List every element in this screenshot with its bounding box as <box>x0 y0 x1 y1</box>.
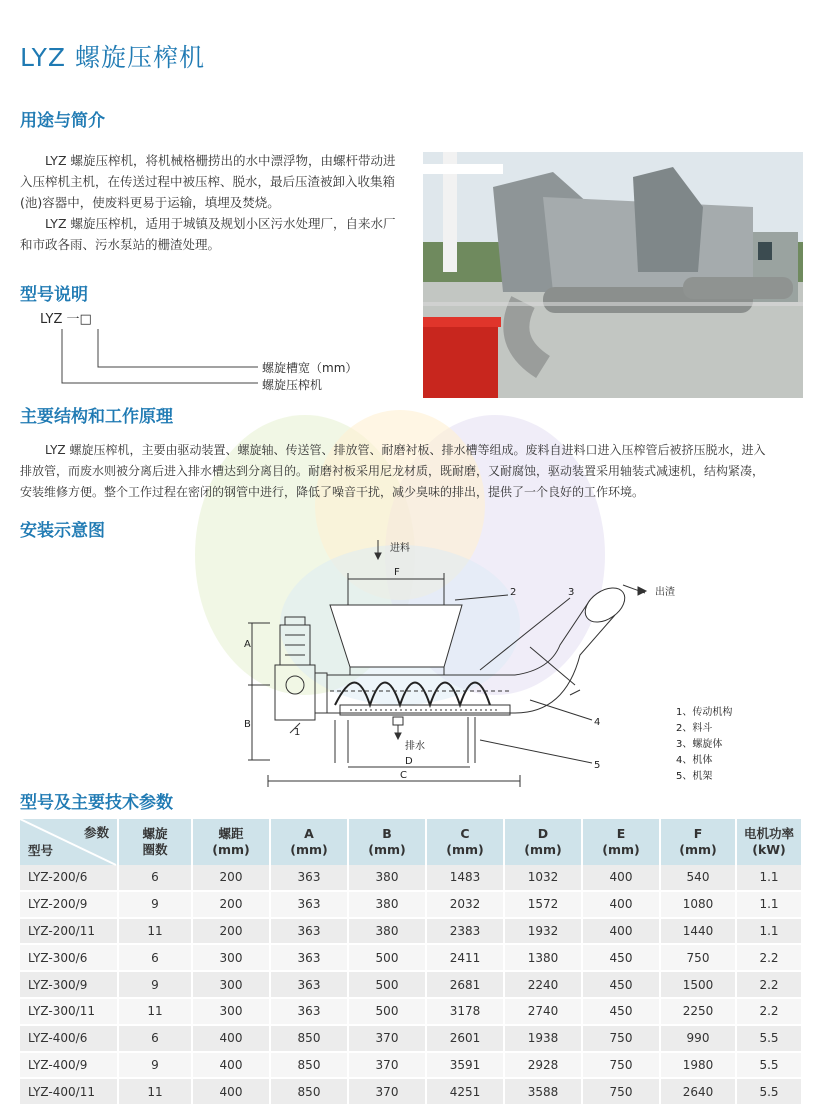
table-cell: 400 <box>192 1078 270 1105</box>
column-header: 螺距 (mm) <box>192 819 270 865</box>
table-corner-header <box>20 819 118 865</box>
table-cell: 11 <box>118 1078 192 1105</box>
label-dim-b: B <box>244 719 251 730</box>
table-row <box>20 944 802 971</box>
table-cell: 1932 <box>504 918 582 945</box>
table-cell: 1.1 <box>736 865 802 891</box>
table-cell: 200 <box>192 865 270 891</box>
legend-item: 2、料斗 <box>676 723 713 734</box>
label-dim-a: A <box>244 639 251 650</box>
table-cell: 750 <box>660 944 736 971</box>
legend-item: 1、传动机构 <box>676 707 733 718</box>
intro-line: (池)容器中，使废料更易于运输，填埋及焚烧。 <box>20 195 280 210</box>
intro-line: LYZ 螺旋压榨机，适用于城镇及规划小区污水处理厂，自来水厂 <box>45 216 396 231</box>
table-cell: 5.5 <box>736 1078 802 1105</box>
legend-item: 4、机体 <box>676 755 713 766</box>
table-row <box>20 998 802 1025</box>
table-cell: 370 <box>348 1025 426 1052</box>
table-cell: 2411 <box>426 944 504 971</box>
table-cell: 2383 <box>426 918 504 945</box>
table-cell: 400 <box>192 1025 270 1052</box>
model-code: LYZ 一□ <box>40 312 92 327</box>
model-cell: LYZ-400/11 <box>20 1078 118 1105</box>
column-header: E (mm) <box>582 819 660 865</box>
column-header: F (mm) <box>660 819 736 865</box>
table-cell: 1.1 <box>736 891 802 918</box>
table-cell: 750 <box>582 1025 660 1052</box>
table-cell: 2601 <box>426 1025 504 1052</box>
label-dim-c: C <box>400 770 407 781</box>
table-cell: 500 <box>348 971 426 998</box>
table-cell: 2.2 <box>736 998 802 1025</box>
model-cell: LYZ-400/6 <box>20 1025 118 1052</box>
table-cell: 1483 <box>426 865 504 891</box>
table-row <box>20 865 802 891</box>
table-cell: 370 <box>348 1078 426 1105</box>
structure-text <box>20 440 810 503</box>
table-cell: 400 <box>582 865 660 891</box>
intro-line: 和市政各雨、污水泵站的栅渣处理。 <box>20 237 221 252</box>
table-cell: 2240 <box>504 971 582 998</box>
table-cell: 990 <box>660 1025 736 1052</box>
table-cell: 750 <box>582 1052 660 1079</box>
table-cell: 2640 <box>660 1078 736 1105</box>
label-drain: 排水 <box>405 741 425 752</box>
table-cell: 2032 <box>426 891 504 918</box>
structure-line: 排放管，而废水则被分离后进入排水槽达到分离目的。耐磨衬板采用尼龙材质，既耐磨，又耐腐蚀，驱动装置采用轴装式减速机，结构紧凑， <box>20 464 765 478</box>
table-cell: 540 <box>660 865 736 891</box>
table-cell: 200 <box>192 891 270 918</box>
table-cell: 450 <box>582 971 660 998</box>
table-cell: 4251 <box>426 1078 504 1105</box>
label-feed: 进料 <box>390 543 410 554</box>
table-cell: 1380 <box>504 944 582 971</box>
table-cell: 500 <box>348 944 426 971</box>
diagram-legend <box>676 705 732 785</box>
table-cell: 400 <box>582 918 660 945</box>
table-cell: 6 <box>118 865 192 891</box>
table-cell: 3178 <box>426 998 504 1025</box>
table-cell: 370 <box>348 1052 426 1079</box>
table-cell: 2.2 <box>736 944 802 971</box>
table-cell: 2681 <box>426 971 504 998</box>
table-cell: 850 <box>270 1052 348 1079</box>
section-title-intro: 用途与简介 <box>20 111 105 131</box>
model-cell: LYZ-300/11 <box>20 998 118 1025</box>
table-cell: 1572 <box>504 891 582 918</box>
table-cell: 11 <box>118 918 192 945</box>
table-cell: 450 <box>582 998 660 1025</box>
table-cell: 363 <box>270 998 348 1025</box>
table-cell: 3591 <box>426 1052 504 1079</box>
legend-item: 3、螺旋体 <box>676 739 723 750</box>
table-cell: 380 <box>348 865 426 891</box>
section-title-install: 安装示意图 <box>20 521 105 541</box>
label-part-5: 5 <box>594 760 601 771</box>
model-cell: LYZ-400/9 <box>20 1052 118 1079</box>
corner-bottom-label: 型号 <box>28 843 54 858</box>
model-cell: LYZ-200/11 <box>20 918 118 945</box>
model-code-leader-lines <box>40 325 270 395</box>
model-label-width: 螺旋槽宽（mm） <box>262 361 358 375</box>
table-cell: 9 <box>118 891 192 918</box>
table-cell: 1500 <box>660 971 736 998</box>
model-cell: LYZ-300/9 <box>20 971 118 998</box>
table-cell: 400 <box>192 1052 270 1079</box>
table-cell: 300 <box>192 944 270 971</box>
table-cell: 363 <box>270 918 348 945</box>
table-cell: 363 <box>270 971 348 998</box>
table-cell: 1440 <box>660 918 736 945</box>
label-part-1: 1 <box>294 727 301 738</box>
label-discharge: 出渣 <box>655 587 675 598</box>
model-cell: LYZ-200/6 <box>20 865 118 891</box>
table-cell: 450 <box>582 944 660 971</box>
table-cell: 5.5 <box>736 1052 802 1079</box>
table-cell: 6 <box>118 944 192 971</box>
intro-line: LYZ 螺旋压榨机，将机械格栅捞出的水中漂浮物，由螺杆带动进 <box>45 153 396 168</box>
column-header: 螺旋 圈数 <box>118 819 192 865</box>
table-row <box>20 918 802 945</box>
table-cell: 380 <box>348 891 426 918</box>
table-cell: 363 <box>270 891 348 918</box>
table-cell: 750 <box>582 1078 660 1105</box>
label-part-2: 2 <box>510 587 517 598</box>
structure-line: LYZ 螺旋压榨机，主要由驱动装置、螺旋轴、传送管、排放管、耐磨衬板、排水槽等组成。废料自进料口进入压榨管后被挤压脱水，进入 <box>45 443 766 457</box>
table-cell: 1980 <box>660 1052 736 1079</box>
column-header: 电机功率 (kW) <box>736 819 802 865</box>
label-part-3: 3 <box>568 587 575 598</box>
column-header: A (mm) <box>270 819 348 865</box>
table-cell: 200 <box>192 918 270 945</box>
table-cell: 1032 <box>504 865 582 891</box>
model-cell: LYZ-300/6 <box>20 944 118 971</box>
table-cell: 380 <box>348 918 426 945</box>
table-cell: 300 <box>192 998 270 1025</box>
table-cell: 9 <box>118 1052 192 1079</box>
table-cell: 2.2 <box>736 971 802 998</box>
table-cell: 3588 <box>504 1078 582 1105</box>
table-header-row <box>20 819 802 865</box>
table-cell: 363 <box>270 865 348 891</box>
intro-line: 入压榨机主机，在传送过程中被压榨、脱水，最后压渣被卸入收集箱 <box>20 174 396 189</box>
table-row <box>20 891 802 918</box>
label-part-4: 4 <box>594 717 601 728</box>
table-row <box>20 1025 802 1052</box>
table-cell: 850 <box>270 1025 348 1052</box>
model-label-name: 螺旋压榨机 <box>262 378 323 392</box>
table-cell: 11 <box>118 998 192 1025</box>
spec-table <box>20 819 803 1106</box>
table-cell: 400 <box>582 891 660 918</box>
section-title-params: 型号及主要技术参数 <box>20 793 173 813</box>
page-title: LYZ 螺旋压榨机 <box>20 43 205 72</box>
table-cell: 6 <box>118 1025 192 1052</box>
section-title-structure: 主要结构和工作原理 <box>20 407 173 427</box>
product-photo <box>423 152 803 398</box>
section-title-model: 型号说明 <box>20 285 88 305</box>
structure-line: 安装维修方便。整个工作过程在密闭的钢管中进行，降低了噪音干扰，减少臭味的排出，提供了一个良好的工作环境。 <box>20 485 645 499</box>
table-cell: 2928 <box>504 1052 582 1079</box>
table-cell: 9 <box>118 971 192 998</box>
table-cell: 500 <box>348 998 426 1025</box>
intro-text <box>20 150 415 255</box>
column-header: B (mm) <box>348 819 426 865</box>
corner-top-label: 参数 <box>83 825 109 840</box>
table-cell: 850 <box>270 1078 348 1105</box>
table-row <box>20 971 802 998</box>
table-cell: 1938 <box>504 1025 582 1052</box>
label-dim-f: F <box>394 567 400 578</box>
table-cell: 363 <box>270 944 348 971</box>
table-row <box>20 1078 802 1105</box>
table-cell: 1080 <box>660 891 736 918</box>
label-dim-d: D <box>405 756 413 767</box>
table-cell: 1.1 <box>736 918 802 945</box>
column-header: D (mm) <box>504 819 582 865</box>
legend-item: 5、机架 <box>676 771 713 782</box>
table-cell: 5.5 <box>736 1025 802 1052</box>
table-cell: 300 <box>192 971 270 998</box>
column-header: C (mm) <box>426 819 504 865</box>
installation-diagram <box>230 535 675 795</box>
table-cell: 2250 <box>660 998 736 1025</box>
model-cell: LYZ-200/9 <box>20 891 118 918</box>
table-cell: 2740 <box>504 998 582 1025</box>
table-row <box>20 1052 802 1079</box>
